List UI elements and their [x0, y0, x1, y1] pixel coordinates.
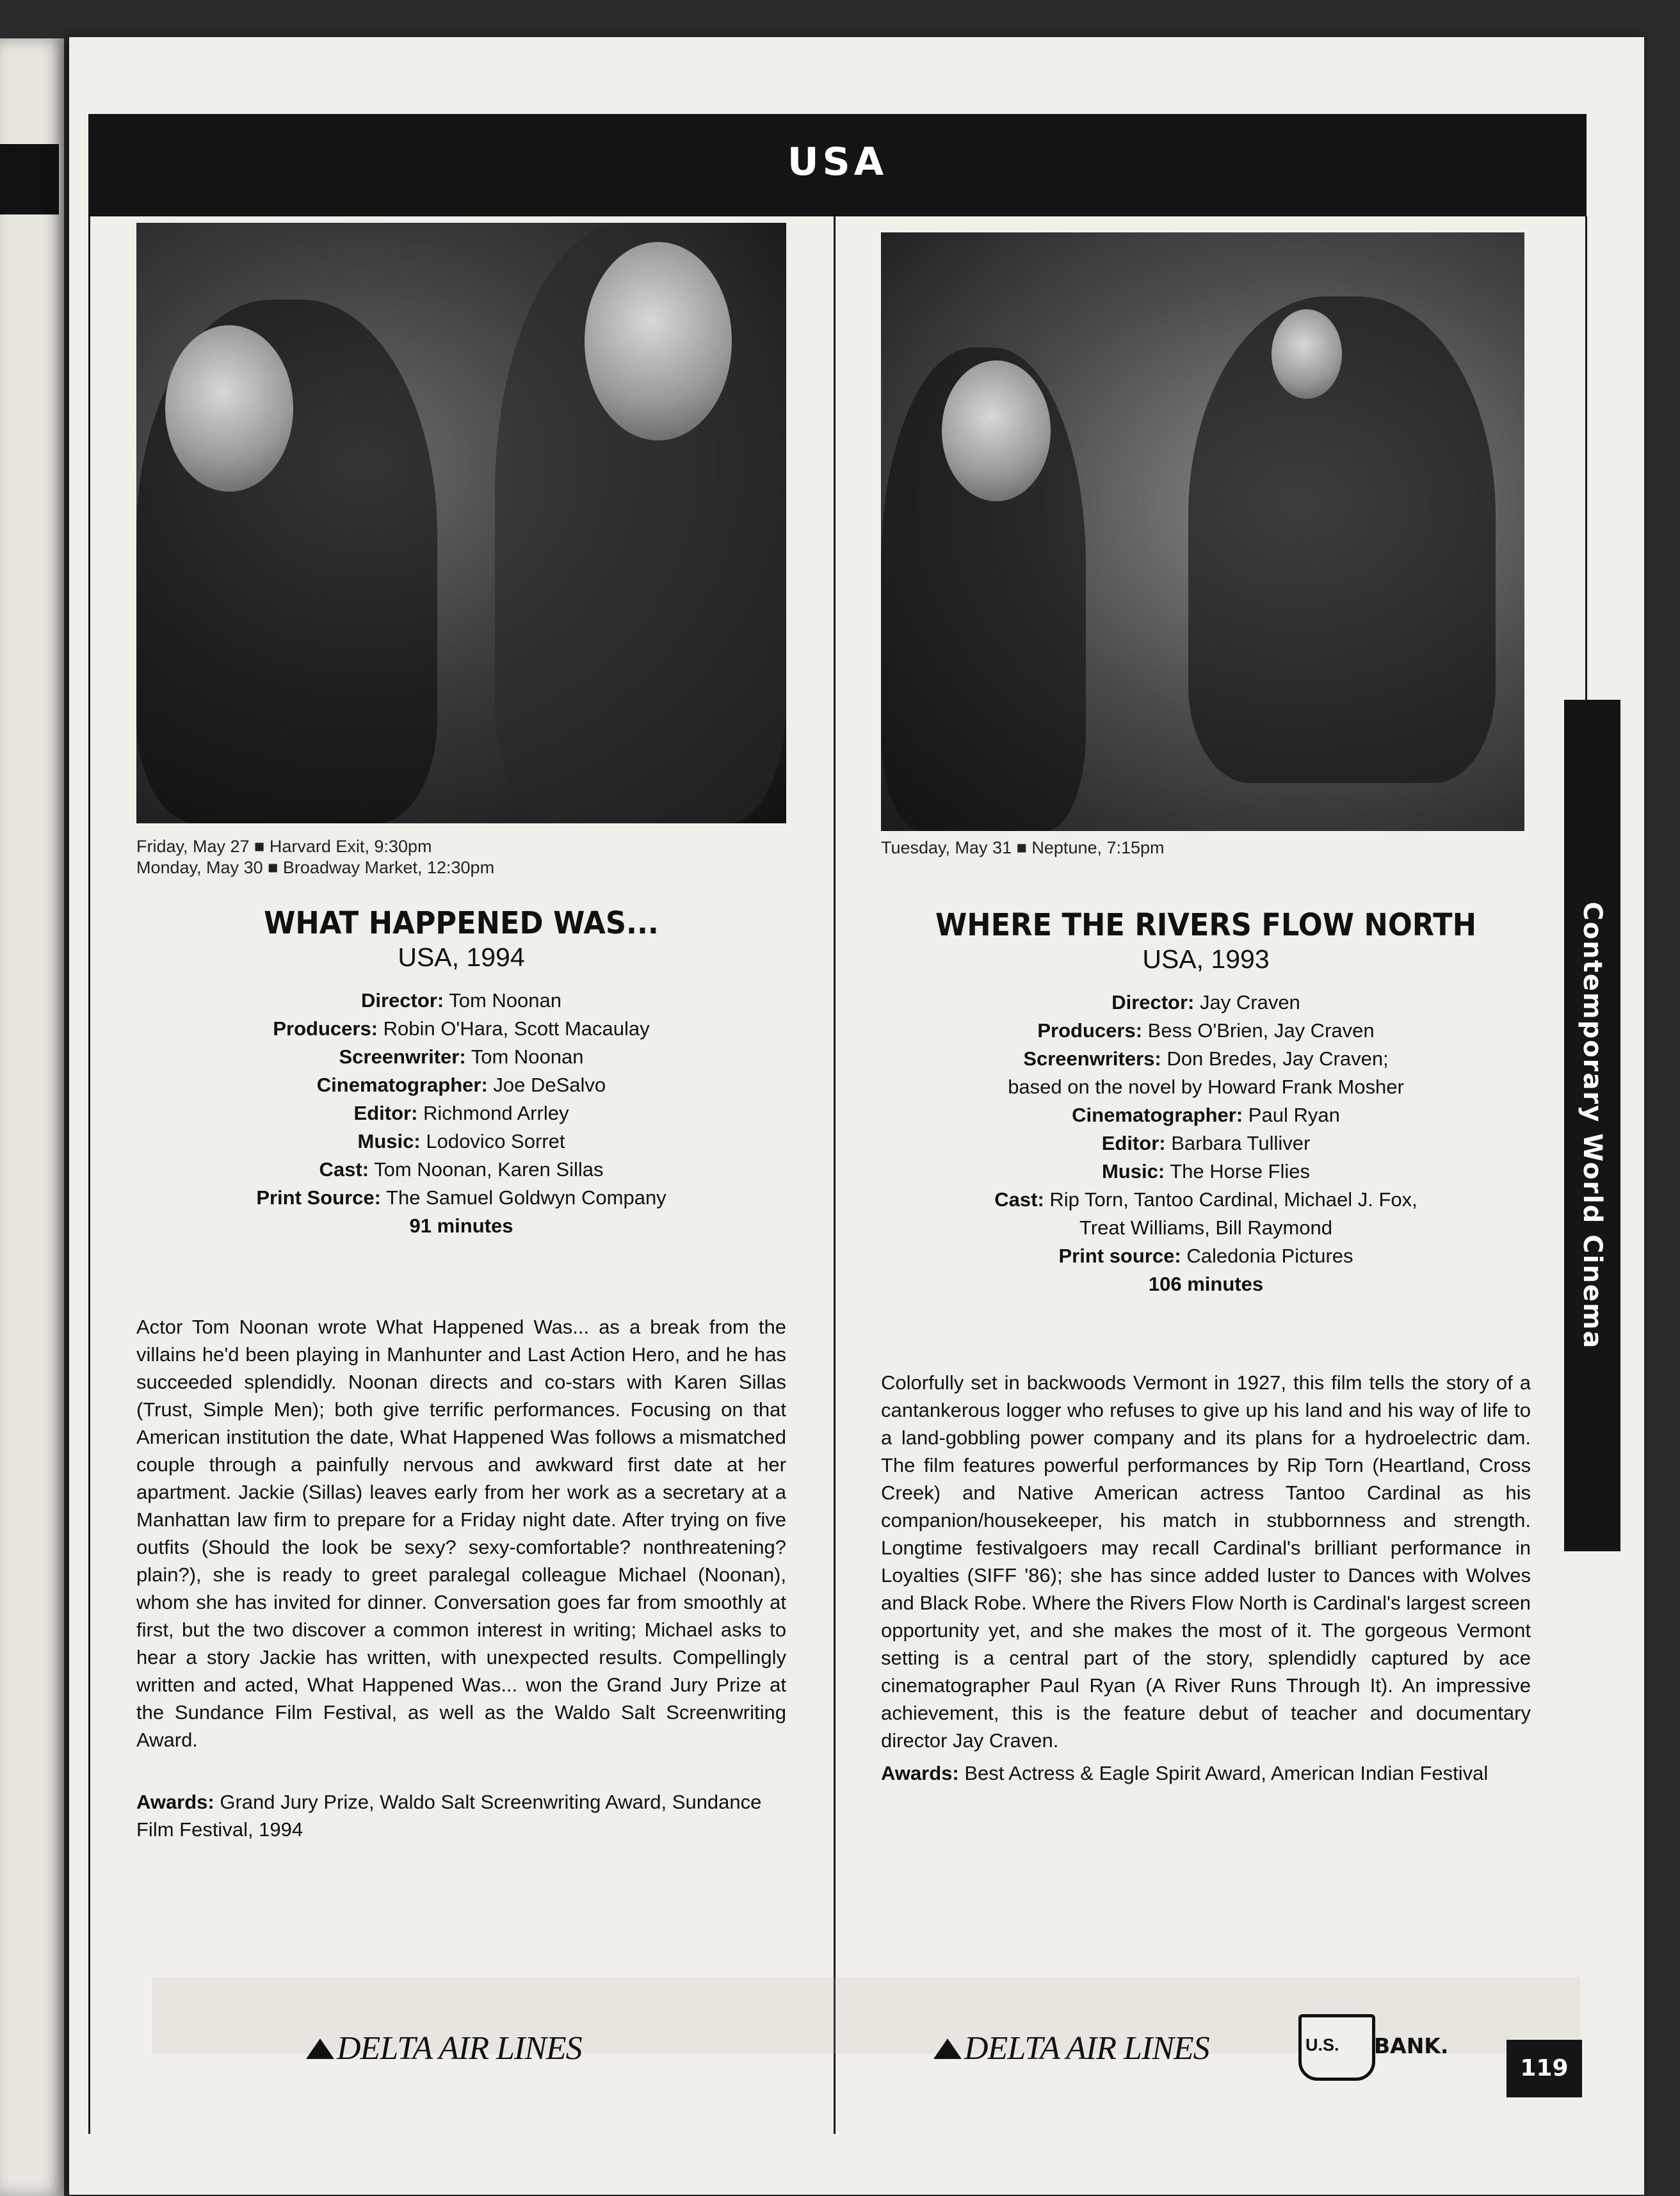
film-awards: Awards: Grand Jury Prize, Waldo Salt Screenwriting Award, Sundance Film Festival, 1994 [136, 1791, 762, 1841]
us-bank-wordmark: BANK. [1374, 2033, 1449, 2058]
credit-line: Editor: Richmond Arrley [353, 1102, 569, 1124]
credits-list [136, 987, 786, 1240]
previous-page-edge [0, 38, 64, 2196]
man-face [585, 242, 732, 440]
section-header [88, 114, 1587, 216]
screening-times [136, 836, 494, 878]
delta-air-lines-logo: DELTA AIR LINES [306, 2030, 582, 2067]
credit-line: based on the novel by Howard Frank Mosher [1008, 1076, 1404, 1098]
credit-line: Cast: Tom Noonan, Karen Sillas [319, 1158, 604, 1181]
credit-line: Cinematographer: Paul Ryan [1072, 1104, 1340, 1126]
film-credits-block [881, 907, 1531, 1298]
film-country-year: USA, 1994 [398, 942, 525, 972]
film-title: WHERE THE RIVERS FLOW NORTH [935, 907, 1476, 943]
credit-line: Screenwriters: Don Bredes, Jay Craven; [1023, 1047, 1389, 1070]
struggling-figures [1188, 296, 1496, 783]
man-left-face [942, 360, 1051, 501]
credit-line: Producers: Robin O'Hara, Scott Macaulay [273, 1017, 650, 1040]
credit-line: Producers: Bess O'Brien, Jay Craven [1037, 1019, 1375, 1042]
credits-list [881, 989, 1531, 1298]
film-country-year: USA, 1993 [1142, 944, 1270, 974]
column-divider [834, 216, 836, 2134]
film-runtime: 91 minutes [409, 1215, 513, 1237]
delta-air-lines-logo: DELTA AIR LINES [933, 2030, 1209, 2067]
credit-line: Music: Lodovico Sorret [357, 1130, 565, 1152]
screening-line: Friday, May 27 ■ Harvard Exit, 9:30pm [136, 837, 432, 856]
screening-times [881, 837, 1165, 859]
box-border-left [88, 216, 90, 2134]
box-border-right [1585, 216, 1587, 735]
film-still-photo [881, 232, 1524, 831]
film-title: WHAT HAPPENED WAS... [264, 905, 659, 941]
film-credits-block [136, 905, 786, 1240]
page-number: 119 [1506, 2040, 1582, 2097]
credit-line: Director: Jay Craven [1111, 991, 1300, 1013]
credit-line: Director: Tom Noonan [360, 989, 562, 1012]
section-title: USA [787, 140, 888, 184]
credit-line: Music: The Horse Flies [1101, 1160, 1311, 1183]
credit-line: Print Source: The Samuel Goldwyn Company [256, 1186, 666, 1209]
section-side-tab [1564, 700, 1620, 1551]
credit-line: Editor: Barbara Tulliver [1101, 1132, 1311, 1154]
side-tab-label: Contemporary World Cinema [1578, 901, 1607, 1350]
film-description: Actor Tom Noonan wrote What Happened Was... as a break from the villains he'd been playing in Manhunter and Last Action Hero, and he has succeeded splendidly. Noonan directs and co-stars with Karen Sillas (Trust, Simple Men); both give terrific performances. Focusing on that American institution the date, What Happened Was follows a mismatched couple through a painfully nervous and awkward first date at her apartment. Jackie (Sillas) leaves early from her work as a secretary at a Manhattan law firm to prepare for a Friday night date. After trying on five outfits (Should the look be sexy? sexy-comfortable? nonthreatening? plain?), she is ready to greet paralegal colleague Michael (Noonan), whom she has invited for dinner. Conversation goes far from smoothly at first, but the two discover a common interest in writing; Michael asks to hear a story Jackie has written, with unexpected results. Compellingly written and acted, What Happened Was... won the Grand Jury Prize at the Sundance Film Festival, as well as the Waldo Salt Screenwriting Award. [136, 1316, 786, 1751]
film-still-photo [136, 223, 786, 823]
film-awards: Awards: Best Actress & Eagle Spirit Award, American Indian Festival [881, 1762, 1489, 1784]
us-bank-shield-icon: U.S. [1298, 2014, 1375, 2081]
credit-line: Print source: Caledonia Pictures [1058, 1245, 1353, 1267]
previous-page-header-bar [0, 144, 59, 214]
delta-triangle-icon [933, 2039, 962, 2059]
credit-line: Screenwriter: Tom Noonan [339, 1046, 584, 1068]
screening-line: Tuesday, May 31 ■ Neptune, 7:15pm [881, 838, 1165, 857]
credit-line: Treat Williams, Bill Raymond [1079, 1216, 1333, 1239]
program-page [69, 37, 1644, 2195]
film-runtime: 106 minutes [1148, 1273, 1264, 1295]
film-description: Colorfully set in backwoods Vermont in 1927, this film tells the story of a cantankerous logger who refuses to give up his land and his way of life to a land-gobbling power company and its plans for a hydroelectric dam. The film features powerful performances by Rip Torn (Heartland, Cross Creek) and Native American actress Tantoo Cardinal as his companion/housekeeper, his match in stubbornness and strength. Longtime festivalgoers may recall Cardinal's brilliant performance in Loyalties (SIFF '86); she has since added luster to Dances with Wolves and Black Robe. Where the Rivers Flow North is Cardinal's largest screen opportunity yet, and she makes the most of it. The gorgeous Vermont setting is a central part of the story, splendidly captured by ace cinematographer Paul Ryan (A River Runs Through It). An impressive achievement, this is the feature debut of teacher and documentary director Jay Craven. [881, 1371, 1531, 1752]
woman-face [1272, 309, 1342, 399]
us-bank-logo [1298, 2014, 1490, 2078]
credit-line: Cast: Rip Torn, Tantoo Cardinal, Michael J. Fox, [994, 1188, 1418, 1211]
credit-line: Cinematographer: Joe DeSalvo [316, 1074, 606, 1096]
screening-line: Monday, May 30 ■ Broadway Market, 12:30pm [136, 858, 495, 877]
delta-triangle-icon [306, 2039, 334, 2059]
woman-face [165, 325, 293, 492]
